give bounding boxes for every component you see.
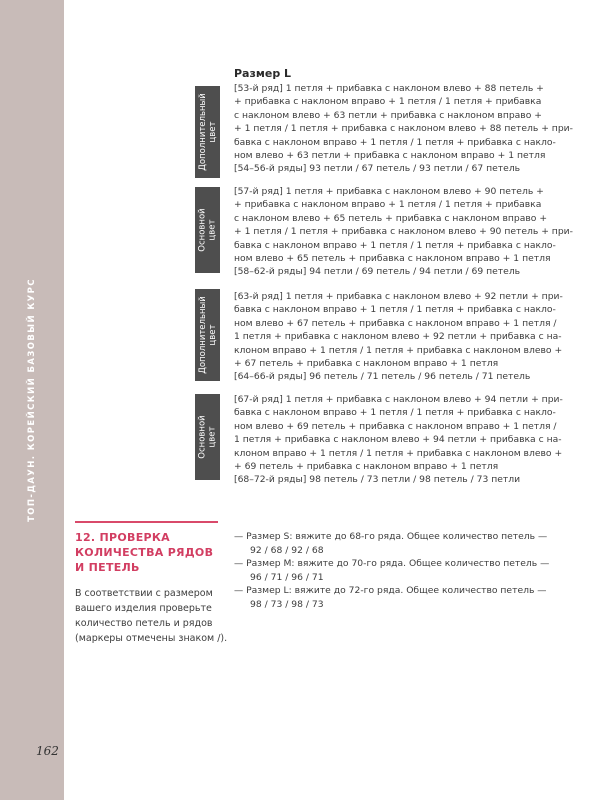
size-results-list <box>234 530 550 612</box>
instruction-line: 1 петля + прибавка с наклоном влево + 94 петли + прибавка с на- <box>234 434 562 446</box>
instruction-line: бавка с наклоном вправо + 1 петля / 1 петля + прибавка с накло- <box>234 407 556 419</box>
section-body-line: вашего изделия проверьте <box>75 603 212 614</box>
instruction-line: [64–66-й ряды] 96 петель / 71 петель / 96 петель / 71 петель <box>234 371 531 383</box>
instruction-line: [67-й ряд] 1 петля + прибавка с наклоном влево + 94 петли + при- <box>234 394 563 405</box>
instruction-line: ном влево + 65 петель + прибавка с наклоном вправо + 1 петля <box>234 253 551 265</box>
result-item-s-count: 92 / 68 / 92 / 68 <box>250 544 324 556</box>
section-title-line: КОЛИЧЕСТВА РЯДОВ <box>75 546 214 559</box>
instruction-line: + 1 петля / 1 петля + прибавка с наклоном влево + 90 петель + при- <box>234 226 573 238</box>
running-head-text: ТОП-ДАУН. КОРЕЙСКИЙ БАЗОВЫЙ КУРС <box>27 278 38 522</box>
section-description <box>75 586 235 646</box>
instruction-line: клоном вправо + 1 петля / 1 петля + прибавка с наклоном влево + <box>234 344 563 356</box>
instruction-block <box>234 290 563 384</box>
color-tab-label: Основной цвет <box>197 208 218 252</box>
result-item-m-count: 96 / 71 / 96 / 71 <box>250 571 324 583</box>
result-item-m: — Размер M: вяжите до 70-го ряда. Общее количество петель — <box>234 558 550 570</box>
section-divider <box>75 521 218 523</box>
instruction-line: + прибавка с наклоном вправо + 1 петля / 1 петля + прибавка <box>234 199 542 211</box>
color-tab-extra <box>195 289 220 381</box>
instruction-line: бавка с наклоном вправо + 1 петля / 1 петля + прибавка с накло- <box>234 239 556 251</box>
instruction-line: [57-й ряд] 1 петля + прибавка с наклоном влево + 90 петель + <box>234 186 544 197</box>
section-title-line: 12. ПРОВЕРКА <box>75 531 170 544</box>
instruction-block <box>234 185 573 279</box>
section-title-line: И ПЕТЕЛЬ <box>75 561 140 574</box>
instruction-line: + 1 петля / 1 петля + прибавка с наклоном влево + 88 петель + при- <box>234 123 573 135</box>
instruction-block <box>234 82 573 176</box>
section-body-line: количество петель и рядов <box>75 618 213 629</box>
color-tab-main <box>195 187 220 273</box>
instruction-line: + прибавка с наклоном вправо + 1 петля / 1 петля + прибавка <box>234 96 542 108</box>
instruction-line: [58–62-й ряды] 94 петли / 69 петель / 94 петли / 69 петель <box>234 266 521 278</box>
section-body-line: В соответствии с размером <box>75 588 213 599</box>
section-title <box>75 530 225 575</box>
result-item-s: — Размер S: вяжите до 68-го ряда. Общее количество петель — <box>234 531 548 542</box>
instruction-line: 1 петля + прибавка с наклоном влево + 92 петли + прибавка с на- <box>234 331 562 343</box>
instruction-line: с наклоном влево + 65 петель + прибавка с наклоном вправо + <box>234 212 548 224</box>
instruction-line: клоном вправо + 1 петля / 1 петля + прибавка с наклоном влево + <box>234 447 563 459</box>
instruction-line: ном влево + 63 петли + прибавка с наклоном вправо + 1 петля <box>234 150 546 162</box>
color-tab-label: Основной цвет <box>197 415 218 459</box>
result-item-l-count: 98 / 73 / 98 / 73 <box>250 598 324 610</box>
instruction-line: ном влево + 67 петель + прибавка с наклоном вправо + 1 петля / <box>234 317 557 329</box>
instruction-line: бавка с наклоном вправо + 1 петля / 1 петля + прибавка с накло- <box>234 136 556 148</box>
instruction-line: [53-й ряд] 1 петля + прибавка с наклоном влево + 88 петель + <box>234 83 544 94</box>
instruction-line: [68–72-й ряды] 98 петель / 73 петли / 98 петель / 73 петли <box>234 474 521 486</box>
color-tab-label: Дополнительный цвет <box>197 93 218 171</box>
instruction-line: + 69 петель + прибавка с наклоном вправо + 1 петля <box>234 461 499 473</box>
instruction-line: [54–56-й ряды] 93 петли / 67 петель / 93 петли / 67 петель <box>234 163 521 175</box>
page-number: 162 <box>36 744 59 758</box>
color-tab-extra <box>195 86 220 178</box>
result-item-l: — Размер L: вяжите до 72-го ряда. Общее количество петель — <box>234 585 547 597</box>
size-heading: Размер L <box>234 67 292 80</box>
instruction-line: [63-й ряд] 1 петля + прибавка с наклоном влево + 92 петли + при- <box>234 291 563 302</box>
instruction-line: ном влево + 69 петель + прибавка с наклоном вправо + 1 петля / <box>234 420 557 432</box>
running-head <box>20 278 44 522</box>
instruction-block <box>234 393 563 487</box>
instruction-line: + 67 петель + прибавка с наклоном вправо + 1 петля <box>234 358 499 370</box>
color-tab-main <box>195 394 220 480</box>
instruction-line: с наклоном влево + 63 петли + прибавка с наклоном вправо + <box>234 109 542 121</box>
color-tab-label: Дополнительный цвет <box>197 296 218 374</box>
section-body-line: (маркеры отмечены знаком /). <box>75 633 228 644</box>
instruction-line: бавка с наклоном вправо + 1 петля / 1 петля + прибавка с накло- <box>234 304 556 316</box>
